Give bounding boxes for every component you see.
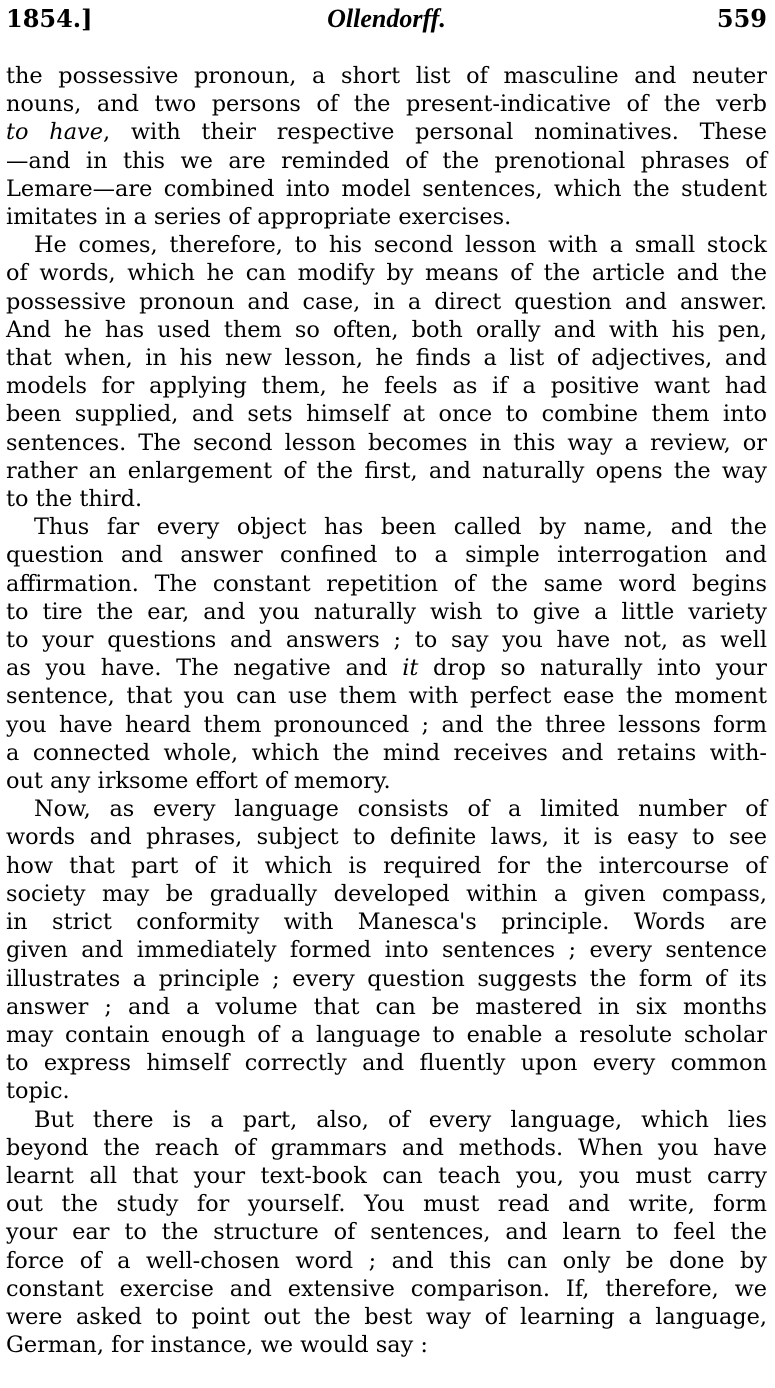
- text-line: Now, as every language consists of a limited number of: [34, 796, 767, 823]
- text-line: illustrates a principle ; every question suggests the form of its: [6, 965, 767, 992]
- text-line: words and phrases, subject to definite laws, it is easy to see: [6, 824, 767, 851]
- text-line: of words, which he can modify by means of the article and the: [6, 260, 767, 287]
- paragraph: [6, 513, 767, 795]
- text-line: constant exercise and extensive comparison. If, therefore, we: [6, 1275, 767, 1302]
- text-line: [6, 118, 767, 146]
- text-line: may contain enough of a language to enable a resolute scholar: [6, 1021, 767, 1048]
- text-line: And he has used them so often, both orally and with his pen,: [6, 316, 767, 343]
- text-line: society may be gradually developed within a given compass,: [6, 880, 767, 907]
- text-line: the possessive pronoun, a short list of masculine and neuter: [6, 63, 767, 89]
- paragraph: [6, 795, 767, 1105]
- page-number: 559: [716, 4, 767, 33]
- text-line: to your questions and answers ; to say you have not, as well: [6, 627, 767, 654]
- text-line: out any irksome effort of memory.: [6, 768, 391, 795]
- paragraph: [6, 231, 767, 513]
- text-line: rather an enlargement of the first, and naturally opens the way: [6, 457, 767, 484]
- running-head-title: Ollendorff.: [327, 4, 446, 33]
- body-text: [6, 62, 767, 1359]
- text-line: models for applying them, he feels as if a positive want had: [6, 373, 767, 400]
- text-segment: , with their respective personal nominatives. These: [102, 119, 768, 146]
- text-line: [6, 654, 767, 682]
- text-line: given and immediately formed into sentences ; every sentence: [6, 937, 767, 964]
- text-line: force of a well-chosen word ; and this can only be done by: [6, 1247, 767, 1274]
- text-line: —and in this we are reminded of the prenotional phrases of: [6, 147, 767, 174]
- text-line: imitates in a series of appropriate exercises.: [6, 204, 512, 231]
- text-line: German, for instance, we would say :: [6, 1332, 428, 1359]
- text-line: to express himself correctly and fluently upon every common: [6, 1050, 767, 1077]
- text-line: a connected whole, which the mind receives and retains with-: [6, 739, 767, 766]
- text-line: that when, in his new lesson, he finds a list of adjectives, and: [6, 345, 767, 372]
- text-line: answer ; and a volume that can be mastered in six months: [6, 993, 767, 1020]
- text-line: to tire the ear, and you naturally wish to give a little variety: [6, 598, 767, 625]
- text-line: how that part of it which is required for the intercourse of: [6, 852, 767, 879]
- running-head-date: 1854.]: [6, 4, 93, 33]
- text-line: nouns, and two persons of the present-indicative of the verb: [6, 91, 767, 118]
- italic-text: to have: [6, 119, 103, 146]
- text-line: affirmation. The constant repetition of the same word begins: [6, 570, 767, 597]
- running-head: [6, 2, 767, 36]
- text-line: sentence, that you can use them with perfect ease the moment: [6, 683, 767, 710]
- text-line: your ear to the structure of sentences, and learn to feel the: [6, 1219, 767, 1246]
- text-line: been supplied, and sets himself at once to combine them into: [6, 401, 767, 428]
- text-line: were asked to point out the best way of learning a language,: [6, 1303, 767, 1330]
- text-line: question and answer confined to a simple interrogation and: [6, 542, 767, 569]
- text-line: to the third.: [6, 486, 143, 513]
- italic-text: it: [402, 655, 419, 682]
- paragraph: [6, 1106, 767, 1360]
- paragraph: [6, 62, 767, 231]
- text-line: beyond the reach of grammars and methods. When you have: [6, 1134, 767, 1161]
- text-segment: drop so naturally into your: [418, 655, 767, 682]
- text-line: possessive pronoun and case, in a direct question and answer.: [6, 288, 767, 315]
- text-line: topic.: [6, 1078, 70, 1105]
- text-line: you have heard them pronounced ; and the three lessons form: [6, 711, 767, 738]
- text-line: But there is a part, also, of every language, which lies: [34, 1106, 767, 1133]
- text-line: He comes, therefore, to his second lesson with a small stock: [34, 232, 767, 259]
- text-line: sentences. The second lesson becomes in this way a review, or: [6, 429, 767, 456]
- text-line: learnt all that your text-book can teach you, you must carry: [6, 1162, 767, 1189]
- text-segment: as you have. The negative and: [6, 655, 403, 682]
- text-line: out the study for yourself. You must read and write, form: [6, 1191, 767, 1218]
- text-line: Lemare—are combined into model sentences, which the student: [6, 175, 767, 202]
- text-line: Thus far every object has been called by name, and the: [34, 514, 767, 541]
- text-line: in strict conformity with Manesca's principle. Words are: [6, 909, 767, 936]
